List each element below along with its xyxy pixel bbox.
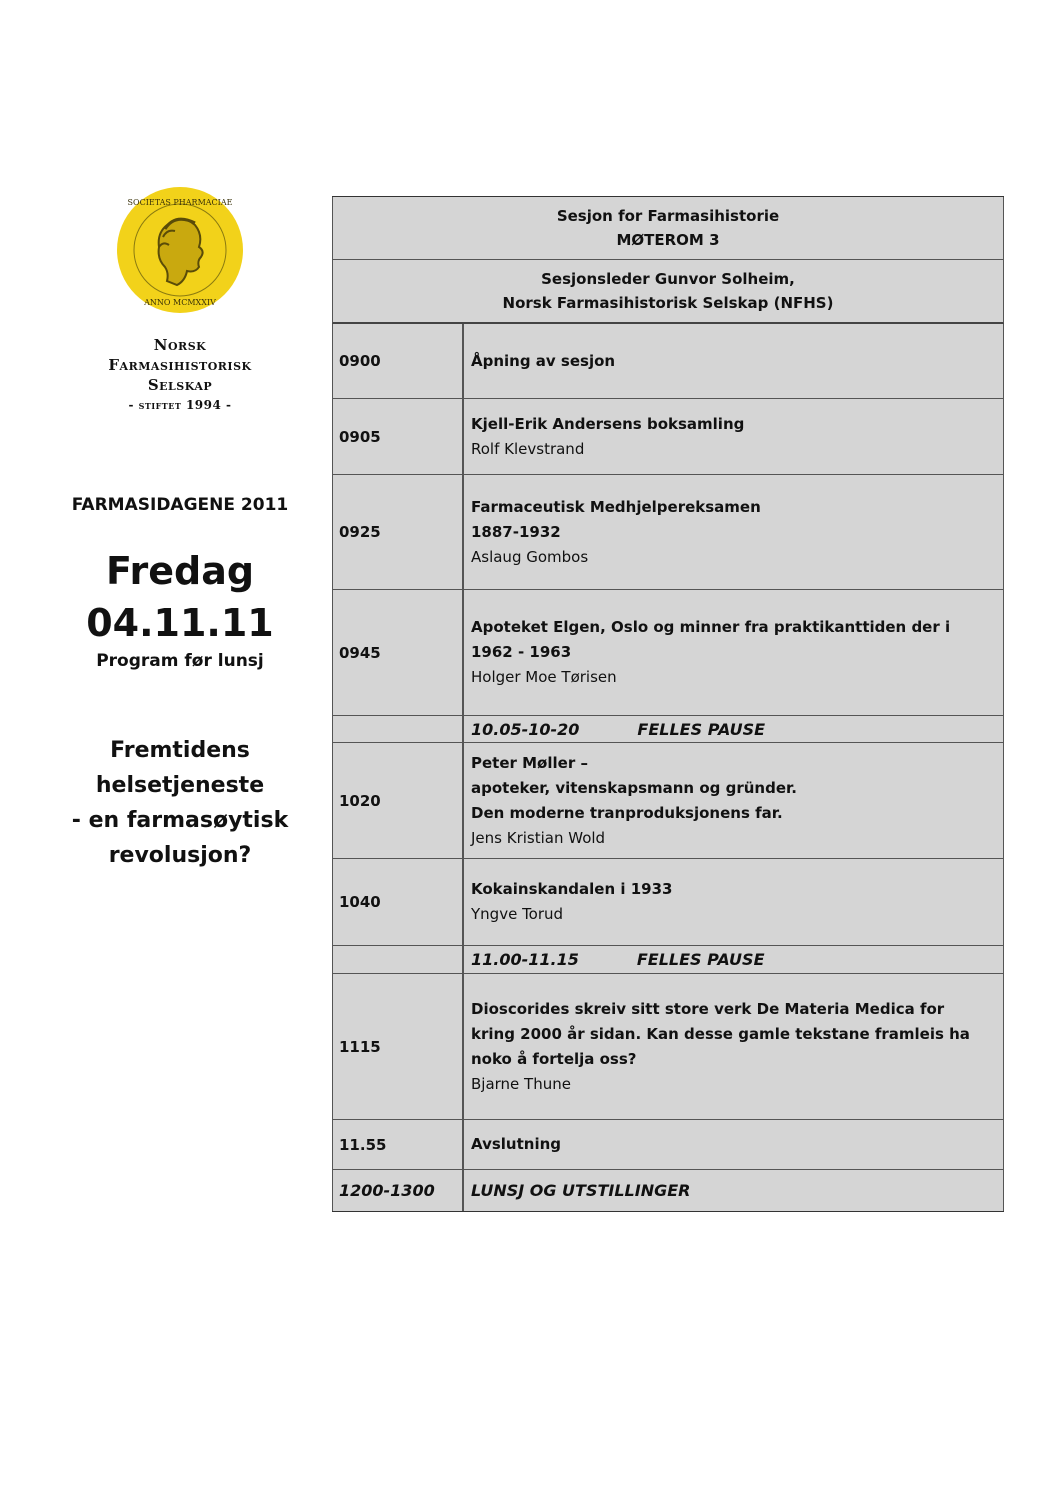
theme-line-3: - en farmasøytisk xyxy=(71,808,289,833)
session-title: Sesjon for Farmasihistorie xyxy=(556,207,780,225)
leader-name: Sesjonsleder Gunvor Solheim, xyxy=(541,270,795,288)
description-cell xyxy=(464,475,1003,589)
pause-label: FELLES PAUSE xyxy=(637,719,766,739)
talk-title: kring 2000 år sidan. Kan desse gamle tekstane framleis ha xyxy=(471,1024,970,1043)
speaker-name: Bjarne Thune xyxy=(471,1074,571,1093)
lunch-label: LUNSJ OG UTSTILLINGER xyxy=(471,1181,691,1200)
speaker-name: Rolf Klevstrand xyxy=(471,439,585,458)
description-cell xyxy=(464,716,1003,742)
talk-title: Avslutning xyxy=(471,1135,562,1153)
theme-line-4: revolusjon? xyxy=(108,843,252,868)
description-cell xyxy=(464,743,1003,858)
description-cell xyxy=(464,590,1003,715)
pause-label: FELLES PAUSE xyxy=(636,950,765,969)
time-cell: 1040 xyxy=(333,859,464,945)
time-cell xyxy=(333,716,464,742)
theme-text xyxy=(40,733,320,873)
schedule-row xyxy=(332,590,1004,716)
time-cell: 1020 xyxy=(333,743,464,858)
leader-org: Norsk Farmasihistorisk Selskap (NFHS) xyxy=(502,294,834,312)
lunch-row xyxy=(332,1170,1004,1211)
speaker-name: Holger Moe Tørisen xyxy=(471,668,617,686)
speaker-name: Jens Kristian Wold xyxy=(471,828,606,847)
schedule-row xyxy=(332,974,1004,1120)
organization-name xyxy=(40,335,320,415)
org-line-1: Norsk xyxy=(153,336,207,354)
time-cell: 1200-1300 xyxy=(333,1170,464,1211)
talk-title: Kokainskandalen i 1933 xyxy=(471,880,673,898)
talk-title: Peter Møller – xyxy=(471,753,588,772)
program-label: Program før lunsj xyxy=(96,651,264,671)
talk-title: Den moderne tranproduksjonens far. xyxy=(471,803,783,822)
talk-title: Farmaceutisk Medhjelpereksamen xyxy=(471,497,761,516)
speaker-name: Aslaug Gombos xyxy=(471,547,589,566)
talk-title: 1887-1932 xyxy=(471,522,561,541)
svg-text:ANNO MCMXXIV: ANNO MCMXXIV xyxy=(144,298,216,307)
schedule-row xyxy=(332,399,1004,475)
session-room: MØTEROM 3 xyxy=(616,231,720,249)
description-cell xyxy=(464,324,1003,398)
theme-line-1: Fremtidens xyxy=(110,738,250,763)
talk-title: Kjell-Erik Andersens boksamling xyxy=(471,414,745,433)
description-cell xyxy=(464,859,1003,945)
schedule-row xyxy=(332,1120,1004,1170)
talk-title: Apoteket Elgen, Oslo og minner fra praktikanttiden der i xyxy=(471,618,951,636)
pause-row xyxy=(332,716,1004,743)
day-heading: Fredag xyxy=(105,549,255,593)
org-line-2: Farmasihistorisk xyxy=(108,356,252,374)
pause-row xyxy=(332,946,1004,974)
pause-time: 10.05-10-20 xyxy=(471,719,580,739)
time-cell xyxy=(333,946,464,973)
pause-time: 11.00-11.15 xyxy=(471,950,579,969)
talk-title: apoteker, vitenskapsmann og gründer. xyxy=(471,778,797,797)
time-cell: 1115 xyxy=(333,974,464,1119)
talk-title: Åpning av sesjon xyxy=(471,351,616,370)
pause-text xyxy=(471,717,1003,742)
time-cell: 0945 xyxy=(333,590,464,715)
description-cell xyxy=(464,399,1003,474)
session-leader xyxy=(332,260,1004,324)
society-seal-logo xyxy=(115,185,245,315)
time-cell: 0900 xyxy=(333,324,464,398)
talk-title: 1962 - 1963 xyxy=(471,643,572,661)
schedule-row xyxy=(332,859,1004,946)
description-cell xyxy=(464,946,1003,973)
schedule-row xyxy=(332,743,1004,859)
talk-title: noko å fortelja oss? xyxy=(471,1049,637,1068)
pause-text xyxy=(471,947,1003,972)
org-founded: - stiftet 1994 - xyxy=(128,398,232,412)
session-header xyxy=(332,197,1004,260)
svg-text:SOCIETAS PHARMACIAE: SOCIETAS PHARMACIAE xyxy=(127,198,233,207)
description-cell xyxy=(464,974,1003,1119)
schedule-row xyxy=(332,475,1004,590)
description-cell xyxy=(464,1120,1003,1169)
left-column xyxy=(40,185,320,873)
schedule-row xyxy=(332,324,1004,399)
org-line-3: Selskap xyxy=(147,376,213,394)
time-cell: 0925 xyxy=(333,475,464,589)
time-cell: 11.55 xyxy=(333,1120,464,1169)
talk-title: Dioscorides skreiv sitt store verk De Materia Medica for xyxy=(471,999,945,1018)
time-cell: 0905 xyxy=(333,399,464,474)
event-title: FARMASIDAGENE 2011 xyxy=(71,495,289,515)
speaker-name: Yngve Torud xyxy=(471,905,564,923)
program-table xyxy=(332,196,1004,1212)
date-heading: 04.11.11 xyxy=(86,601,274,645)
theme-line-2: helsetjeneste xyxy=(95,773,265,798)
description-cell xyxy=(464,1170,1003,1211)
